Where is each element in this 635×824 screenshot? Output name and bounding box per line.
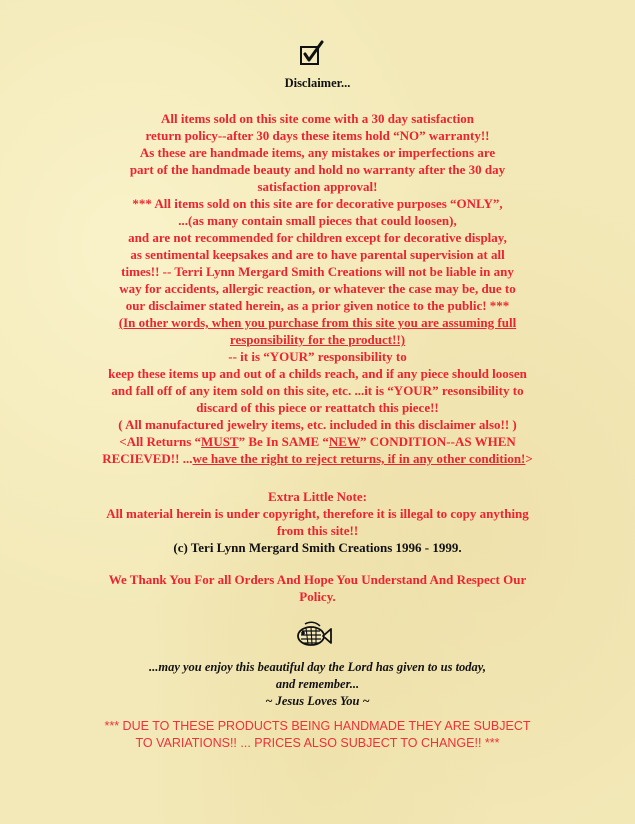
returns-line [50, 450, 585, 467]
returns-text: ” Be In SAME “ [238, 434, 329, 449]
disclaimer-line: *** All items sold on this site are for decorative purposes “ONLY”, [132, 196, 503, 211]
disclaimer-line: times!! -- Terri Lynn Mergard Smith Creations will not be liable in any [121, 264, 514, 279]
closing-line: ...may you enjoy this beautiful day the Lord has given to us today, [148, 660, 487, 674]
disclaimer-line: part of the handmade beauty and hold no warranty after the 30 day [129, 162, 506, 177]
footer-line: *** DUE TO THESE PRODUCTS BEING HANDMADE THEY ARE SUBJECT [104, 719, 531, 733]
thank-you-note [60, 571, 575, 605]
returns-text: ” CONDITION--AS WHEN [359, 434, 516, 449]
footer-line: TO VARIATIONS!! ... PRICES ALSO SUBJECT TO CHANGE!! *** [135, 736, 500, 750]
disclaimer-line: satisfaction approval! [257, 179, 378, 194]
returns-text: RECIEVED!! ... [102, 451, 193, 466]
returns-new: NEW [328, 434, 360, 449]
returns-line [50, 433, 585, 450]
disclaimer-line: As these are handmade items, any mistakes or imperfections are [139, 145, 496, 160]
copyright-notice: All material herein is under copyright, therefore it is illegal to copy anything [106, 506, 529, 521]
disclaimer-line: and fall off of any item sold on this site, etc. ...it is “YOUR” resonsibility to [111, 383, 524, 398]
returns-text: <All Returns “ [119, 434, 202, 449]
disclaimer-line: our disclaimer stated herein, as a prior given notice to the public! *** [125, 298, 510, 313]
disclaimer-line-underlined: (In other words, when you purchase from this site you are assuming full [118, 315, 517, 330]
disclaimer-line: -- it is “YOUR” responsibility to [228, 349, 407, 364]
extra-note-title: Extra Little Note: [268, 489, 367, 504]
disclaimer-line-underlined: responsibility for the product!!) [229, 332, 406, 347]
disclaimer-line: return policy--after 30 days these items hold “NO” warranty!! [145, 128, 490, 143]
price-variation-notice [40, 718, 595, 752]
copyright-line: (c) Teri Lynn Mergard Smith Creations 1996 - 1999. [173, 540, 462, 555]
returns-text: > [525, 451, 533, 466]
disclaimer-line: and are not recommended for children except for decorative display, [128, 230, 507, 245]
checkbox-check-icon [298, 40, 324, 66]
closing-blessing [0, 659, 635, 710]
copyright-notice: from this site!! [276, 523, 359, 538]
thank-you-line: Policy. [299, 589, 336, 604]
disclaimer-line: All items sold on this site come with a 30 day satisfaction [160, 111, 475, 126]
fish-icon [294, 620, 332, 650]
page-title: Disclaimer... [284, 76, 351, 90]
disclaimer-line: ...(as many contain small pieces that could loosen), [178, 213, 457, 228]
closing-line: ~ Jesus Loves You ~ [265, 694, 370, 708]
returns-reject-note: we have the right to reject returns, if in any other condition! [192, 451, 526, 466]
disclaimer-line: ( All manufactured jewelry items, etc. included in this disclaimer also!! ) [118, 417, 517, 432]
disclaimer-line: way for accidents, allergic reaction, or whatever the case may be, due to [119, 281, 516, 296]
closing-line: and remember... [275, 677, 360, 691]
extra-note [60, 488, 575, 556]
disclaimer-line: keep these items up and out of a childs reach, and if any piece should loosen [108, 366, 527, 381]
disclaimer-line: discard of this piece or reattatch this piece!! [196, 400, 439, 415]
thank-you-line: We Thank You For all Orders And Hope You Understand And Respect Our [108, 572, 527, 587]
disclaimer-body [50, 110, 585, 467]
disclaimer-line: as sentimental keepsakes and are to have parental supervision at all [130, 247, 505, 262]
returns-must: MUST [201, 434, 239, 449]
